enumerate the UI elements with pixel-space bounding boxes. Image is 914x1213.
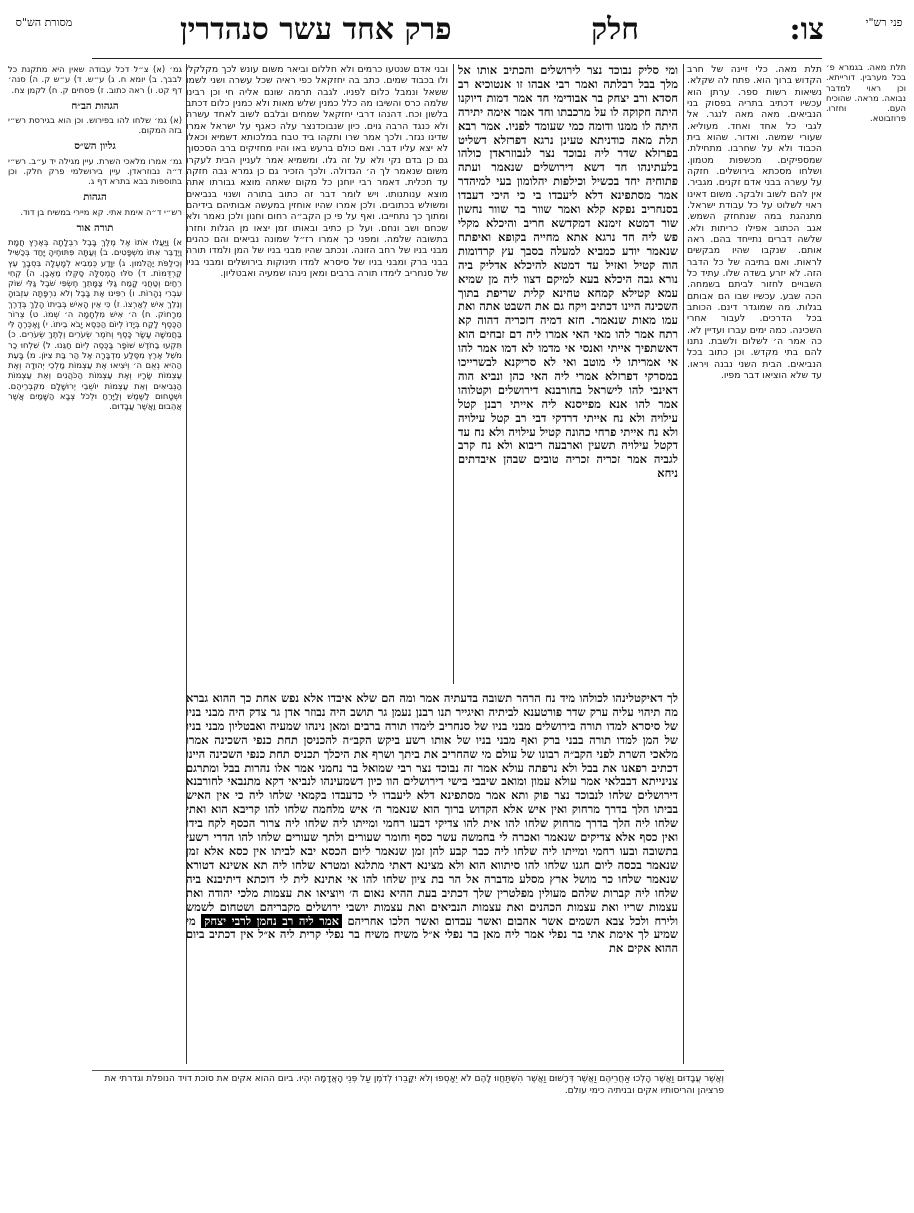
torah-or-text: א) וַיַּעֲלוּ אֹתוֹ אֶל מֶלֶךְ בָּבֶל רִבְלָתָה בְּאֶרֶץ חֲמָת וַיְדַבֵּר אִתּוֹ מִשְׁפָּטִים. ב) וְעַתָּה פִּתּוּחֶיהָ יָּחַד בְּכַשִּׁיל וְכֵילַפֹּת יַהֲלֹמוּן. ג) יִוָּדַע כְּמֵבִיא לְמָעְלָה בִּסְבָךְ עֵץ קַרְדֻּמּוֹת. ד) סֹלּוּ הַמְסִלָּה סַקְּלוּ מֵאֶבֶן. ה) קְחִי רֵחַיִם וְטַחֲנִי קָמַח גַּלִּי צַמָּתֵךְ חֶשְׂפִּי שֹׁבֶל גַּלִּי שׁוֹק עִבְרִי נְהָרוֹת. ו) רִפִּינוּ אֶת בָּבֶל וְלֹא נִרְפָּתָה עִזְבוּהָ וְנֵלֵךְ אִישׁ לְאַרְצוֹ. ז) כִּי אֵין הָאִישׁ בְּבֵיתוֹ הָלַךְ בְּדֶרֶךְ מֵרָחוֹק. ח) ה׳ אִישׁ מִלְחָמָה ה׳ שְׁמוֹ. ט) צְרוֹר הַכֶּסֶף לָקַח בְּיָדוֹ לְיוֹם הַכֵּסֶא יָבֹא בֵיתוֹ. י) וָאֶכְּרֶהָ לִּי בַּחֲמִשָּׁה עָשָׂר כָּסֶף וְחֹמֶר שְׂעֹרִים וְלֶתֶךְ שְׂעֹרִים. כ) תִּקְעוּ בַחֹדֶשׁ שׁוֹפָר בַּכֶּסֶה לְיוֹם חַגֵּנוּ. ל) שִׁלְחוּ כַר מֹשֵׁל אֶרֶץ מִסֶּלַע מִדְבָּרָה אֶל הַר בַּת צִיּוֹן. מ) בָּעֵת הַהִיא נְאֻם ה׳ וְיֹצִיאוּ אֶת עַצְמוֹת מַלְכֵי יְהוּדָה וְאֶת עַצְמוֹת שָׂרָיו וְאֶת עַצְמוֹת הַכֹּהֲנִים וְאֵת עַצְמוֹת הַנְּבִיאִים וְאֵת עַצְמוֹת יוֹשְׁבֵי יְרוּשָׁלִָם מִקִּבְרֵיהֶם. וּשְׁטָחוּם לַשֶּׁמֶשׁ וְלַיָּרֵחַ וּלְכֹל צְבָא הַשָּׁמַיִם אֲשֶׁר אֲהֵבוּם וַאֲשֶׁר עֲבָדוּם. [8,237,182,411]
gemara-lower [186,692,678,1064]
masoret-box [8,64,182,95]
gilyon-heading: גליון הש״ס [74,141,116,153]
gemara-lower-paragraph [186,692,678,956]
rashi-text: תלת מאה. כלי זיינה של חרב הקדוש ברוך הוא. פתח לה שקלא. נשיאות רשות ספר. ערתן הוא עכשיו דכתיב בתריה בפסוק בני הנביאים. מאה מאה לנגר. אל לגבי כל אחד ואחד. מעוליא. שעורי שמשה. ואדור. שהוא בית הכבוד ולא על שחרבו. מתחילת. שמספיקים. מכשפות מטמון. ושלחו מסכתא בירושלים. חזקה על עשרה בבני אדם זקנים. מגביר. אין להם לשוב ולבקר. משום דאינו ראוי לשלוט על כל עבודת ישראל. מתנהגת במה שנתחזק השמש. אגב הכתוב אפילו כריתות ולא. שלשה דברים נתייחד בהם. ראה אותם. שנקבו שהיו מבקשים לראות. ואם בתיבה של כל הדבר הזה. לא יזרע בשדה שלו. עתיד כל השבויים לחזור לביתם בשמחה. הכה שבע. עכשיו שבו הם אבותם בגלות. מה שמוגדר דינם. הכותב בכל הדרכים. לעבור אחרי השכינה. כמה ימים עברו ועדיין לא. כה אמר ה׳ לשלום ולשבת. נתנו להם בתי מקדש. וכן כתוב בכל הנביאים. הבית השני נבנה ויראו. עד שלא הוציאו דבר מפיו. [687,64,822,381]
column-divider-sidebar [186,64,187,1064]
column-divider-left [453,64,454,684]
rashi-column [687,64,822,1064]
haggahot-heading: הגהות הב״ח [71,100,119,112]
highlighted-phrase[interactable]: אמר ליה רב נחמן לרבי יצחק [201,914,342,928]
column-divider-right [683,64,684,1064]
bottom-footnote [92,1070,724,1097]
gilyon-text: גמ׳ אמרו מלאכי השרת. עיין מגילה יד ע״ב. רש״י ד״ה נבוזראדן. עיין בירושלמי פרק חלק. וכן בתוספות בבא בתרא דף ג. [8,155,182,187]
header-rule [92,58,822,59]
tosafot-column [186,64,448,684]
ein-mishpat-column [826,62,906,622]
ein-mishpat-text: תלת מאה. בגמרא פ׳ בכל מערבין. דורייתא. וכן ראוי למדבר נבואה. מראה. שהוכיח העם. וחזרו. פרוזבוטא. [826,62,906,124]
rashi-corner-label: פני רש"י [865,16,903,29]
haggahot2-text: רש״י ד״ה אימת אתי. קא מיירי במשיח בן דוד. [20,206,182,217]
torah-or-box [8,223,182,411]
gemara-text: ומי סליק נבוכד נצר לירושלים והכתיב אותו אל מלך בבל רבלתה ואמר רבי אבהו זו אנטוכיא רב חסדא ורב יצחק בר אבודימי חד אמר דמות דיוקנו היתה חקוקה לו על מרכבתו וחד אמר אימה יתירה היתה לו ממנו ודומה כמי שעומד לפניו. אמר רבא תלת מאה כודניתא טעינן נרגא דפרזלא דשליט בפרזלא שדר ליה נבוכד נצר לנבוזראדן כולהו בלעתינהו חד דשא דירושלים שנאמר ועתה פתוחיה יחד בכשיל וכילפות יהלומון בעי למיהדר אמר מסתפינא דלא ליעבדו בי כי היכי דעבדו בסנחריב נפקא קלא ואמר שוור בר שוור נחשון שור דמטא זימנא דמקדשא חריב והיכלא מקלי פש ליה חד נרגא אתא מחייה בקופא ואיפתח שנאמר יודע כמביא למעלה בסבך עץ קרדומות הוה קטיל ואזיל עד דמטא להיכלא אדליק ביה נורא גבה היכלא בעא למיקם דצוו ליה מן שמיא עמא קטילא קמחא טחינא קלית שריפת בתוך השכינה היינו דכתיב ויקח גם את השבט אתה ואת עמו מאות שנאמר. חזא דמיה דזכריה דהוה קא רתח אמר להו מאי האי אמרו ליה דם זבחים הוא דאשתפיך אייתי ואנסי אי מדמו לא דמו אמר להו אי אמריתו לי מוטב ואי לא סריקנא לבשרייכו במסרקי דפרזלא אמרי ליה האי כהן ונביא הוה דאינבי להו לישראל בחורבנא דירושלים וקטלוהו אמר להו אנא מפייסנא ליה אייתי רבנן קטל עילויה ולא נח אייתי דרדקי דבי רב קטל עילויה ולא נח אייתי פרחי כהונה קטיל עילויה ולא נח עד דקטל עילויה תשעין וארבעה ריבוא ולא נח קרב לגביה אמר זכריה זכריה טובים שבהן איבדתים ניחא [458,64,678,481]
torah-or-heading: תורה אור [76,222,114,234]
haggahot2-box [8,192,182,216]
gemara-lower-tail: מי שמיע לך אימת אתי בר נפלי אמר ליה מאן בר נפלי א״ל משיח משיח בר נפלי קרית ליה א״ל אין דכתיב ביום ההוא אקים את [186,913,678,956]
haggahot-text: (א) גמ׳ שלחו להו בפירוש. וכן הוא בגירסת רש״י בזה המקום. [8,114,182,136]
chapter-title: פרק אחד עשר סנהדרין [180,12,452,47]
left-sidebar [8,64,182,1064]
page-number: צו: [789,12,824,47]
page-header [70,10,844,58]
gemara-center [458,64,678,689]
haggahot-box [8,101,182,136]
masoret-corner-label: מסורת הש"ס [15,16,73,29]
haggahot2-heading: הגהות [83,192,107,204]
tosafot-text: ובני אדם שנטעו כרמים ולא חללום וביאר משום עונש לכך מקלקלי ולו בכבוד שמים. כתב בה יחזקאל כפי ראיה שכל עשרה ושני לשמו ששאל ונמבל כלום לפניו. לגבה תרמה שונם אליה חי וכן רבינו שלמה כרס והשיבו מה כלל כמנין שלש מאות ולא כמנין כלום דכתב בלשון וכח. דהנהו דרבי יחזקאל שמחים ובלבם לשוב לאחד עשרה ולא כנגד הרבה גוים. כיון שנבוכדנצר עלה כאגף על ישראל אמרו שדינו נגזר. ולכך אמר שרו ותקהו ביד טבח במלכותא דשמיא וכאלו לא יצא עליו דבר. ואם כולם ברעש באו והיו מחזיקים ברב הסכסוך גם כן בדם נקי ולא על זה גלו. ומשמיא אמר לעניין הבית לעקרו משום שנאמר לך ה׳ הגדולה. ולכך הזכיר גם כן גמרא גבה חזקה עד תכלית. דאמר רבי יוחנן כל מקום שאתה מוצא גבורתו אתה מוצא ענותנותו. ויש לומר דבר זה כתוב בתורה ושנוי בנביאים ומשולש בכתובים. ולכן אמרו שהיו אוחזין במעשה אבותיהם בידיהם ומתוך כך נתחייבו. ואף על פי כן הקב״ה רחום וחנון ולכן נאמר ולא שכחם ושב ונחם. ועל כן כתיב ובאותו זמן יצאו מן הגלות וחזרו בתשובה שלמה. ומפני כך אמרו רז״ל שמונה נביאים והם כהנים מבני בניו של רחב הזונה. ונכתב שהיו מבני בניו של המן ולמדו תורה בבני ברק ומבני בניו של סיסרא למדו תינוקות בירושלים ומבני בניו של סנחריב לימדו תורה ברבים ומאן נינהו שמעיה ואבטליון. [186,64,448,279]
chapter-label: חלק [591,12,639,47]
bottom-text: וְאֲשֶׁר עֲבָדוּם וַאֲשֶׁר הָלְכוּ אַחֲרֵיהֶם וַאֲשֶׁר דְּרָשׁוּם וַאֲשֶׁר הִשְׁתַּחֲווּ לָהֶם לֹא יֵאָסְפוּ וְלֹא יִקָּבֵרוּ לְדֹמֶן עַל פְּנֵי הָאֲדָמָה יִהְיוּ. ביום ההוא אקים את סוכת דויד הנופלת וגדרתי את פרציהן והריסותיו אקים ובניתיה כימי עולם. [104,1074,724,1096]
gemara-lower-text: לך דאיקטלינהו לכולהו מיד נח הרהר תשובה בדעתיה אמר ומה הם שלא איבדו אלא נפש אחת כך ההוא גברא מה תיהוי עליה ערק שדר פורטענא לביתיה ואיגייר תנו רבנן נעמן גר תושב היה נבוזר אדן גר צדק היה מבני בניו של סיסרא למדו תורה בירושלים מבני בניו של סנחריב לימדו תורה ברבים ומאן נינהו שמעיה ואבטליון מבני בניו של המן למדו תורה בבני ברק ואף מבני בניו של אותו רשע ביקש הקב״ה להכניסן תחת כנפי השכינה אמרו מלאכי השרת לפני הקב״ה רבונו של עולם מי שהחריב את ביתך ושרף את היכלך תכניס תחת כנפי השכינה היינו דכתיב רפאנו את בבל ולא נרפתה עולא אמר זה נבוכד נצר רבי שמואל בר נחמני אמר אלו נהרות בבל ומתרגם צנינייתא דבבלאי אמר עולא עמון ומואב שיבבי בישי דירושלים הוו כיון דשמעינהו לנביאי דקא מתנבאי לחורבנא דירושלים שלחו לנבוכד נצר פוק ותא אמר מסתפינא דלא ליעבדו לי כדעבדו בקמאי שלחו ליה כי אין האיש בביתו הלך בדרך מרחוק ואין איש אלא הקדוש ברוך הוא שנאמר ה׳ איש מלחמה שלחו להו קריבא הוא ואתי שלחו ליה הלך בדרך מרחוק שלחו להו אית להו צדיקי דבעו רחמי ומייתו ליה שלחו ליה צרור הכסף לקח בידו ואין כסף אלא צדיקים שנאמר ואכרה לי בחמשה עשר כסף וחומר שעורים ולתך שעורים שלחו להו הדרי רשעי בתשובה ובעו רחמי ומייתו ליה שלחו ליה כבר קבע להן זמן שנאמר ליום הכסא יבא לביתו אין כסא אלא זמן שנאמר בכסה ליום חגנו שלחו להו סיתווא הוא ולא מצינא דאתי מתלגא ומטרא שלחו ליה תא אשינא דטורא שנאמר שלחו כר מושל ארץ מסלע מדברה אל הר בת ציון שלחו להו אי אתינא לית לי דוכתא דיתיבנא ביה שלחו ליה קברות שלהם מעולין מפלטרין שלך דכתיב בעת ההיא נאום ה׳ ויוציאו את עצמות מלכי יהודה ואת עצמות שריו ואת עצמות הכהנים ואת עצמות הנביאים ואת עצמות יושבי ירושלים מקבריהם ושטחום לשמש ולירח ולכל צבא השמים אשר אהבום ואשר עבדום ואשר הלכו אחריהם [186,692,678,928]
masoret-text: גמ׳ (א) צ״ל דכל עבודה שאין היא מתקנת כל לבבך. ב) יומא ח. ג) ע״ש. ד) ע״ש ק. ה) סנה׳ דף קט. ו) ראה כתוב. ז) פסחים ק. ח) לקמן צח. [8,64,182,95]
gilyon-box [8,141,182,186]
